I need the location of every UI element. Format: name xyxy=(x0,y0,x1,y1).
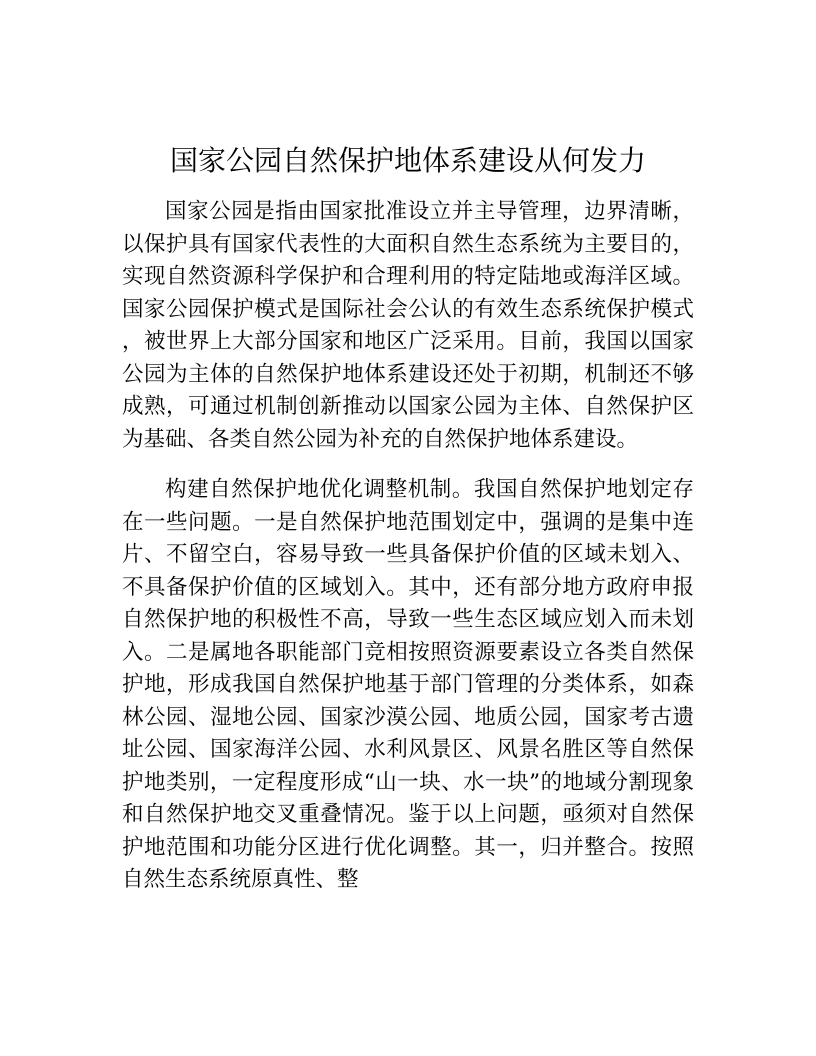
document-title: 国家公园自然保护地体系建设从何发力 xyxy=(169,144,646,177)
document-body xyxy=(122,196,694,897)
paragraph-intro: 国家公园是指由国家批准设立并主导管理，边界清晰，以保护具有国家代表性的大面积自然生态系统为主要目的，实现自然资源科学保护和合理利用的特定陆地或海洋区域。国家公园保护模式是国际社会公认的有效生态系统保护模式，被世界上大部分国家和地区广泛采用。目前，我国以国家公园为主体的自然保护地体系建设还处于初期，机制还不够成熟，可通过机制创新推动以国家公园为主体、自然保护区为基础、各类自然公园为补充的自然保护地体系建设。 xyxy=(122,199,694,452)
paragraph-optimization-mechanism: 构建自然保护地优化调整机制。我国自然保护地划定存在一些问题。一是自然保护地范围划定中，强调的是集中连片、不留空白，容易导致一些具备保护价值的区域未划入、不具备保护价值的区域划入。其中，还有部分地方政府申报自然保护地的积极性不高，导致一些生态区域应划入而未划入。二是属地各职能部门竞相按照资源要素设立各类自然保护地，形成我国自然保护地基于部门管理的分类体系，如森林公园、湿地公园、国家沙漠公园、地质公园，国家考古遗址公园、国家海洋公园、水利风景区、风景名胜区等自然保护地类别，一定程度形成“山一块、水一块”的地域分割现象和自然保护地交叉重叠情况。鉴于以上问题，亟须对自然保护地范围和功能分区进行优化调整。其一，归并整合。按照自然生态系统原真性、整 xyxy=(122,477,694,892)
